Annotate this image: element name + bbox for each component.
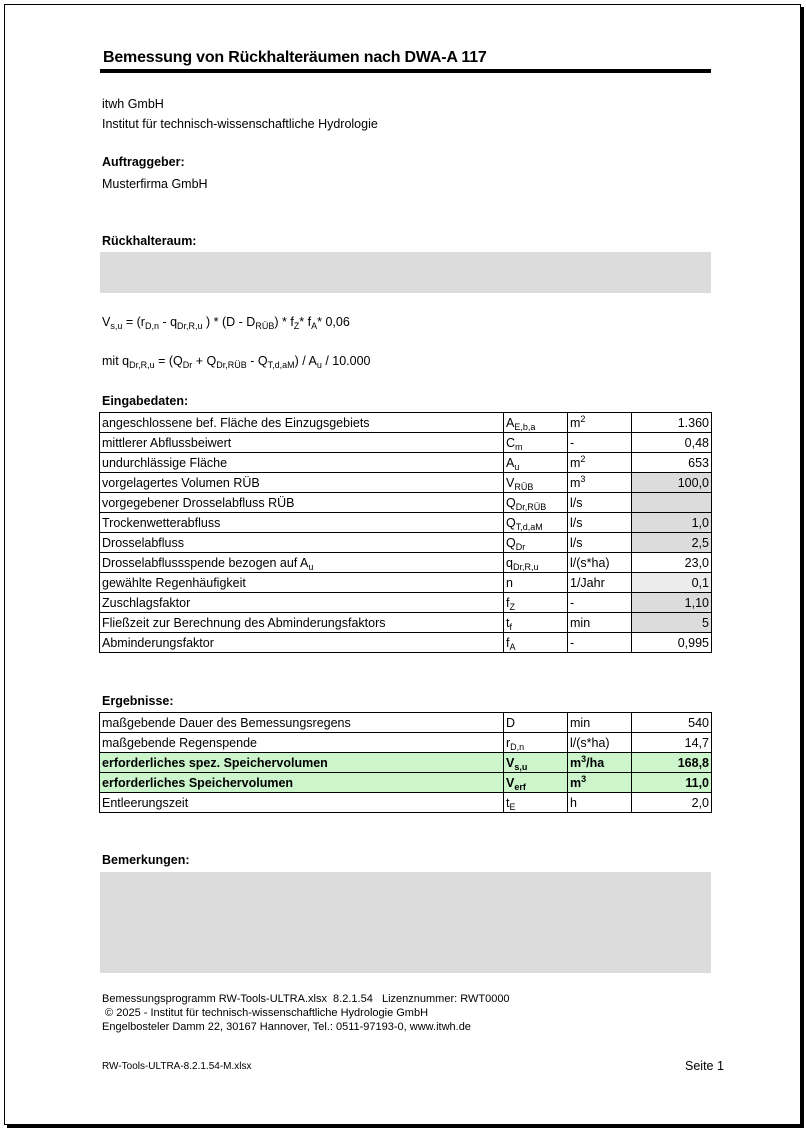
formula-sub: Dr,RÜB: [216, 360, 247, 370]
formula-sub: Dr: [182, 360, 193, 370]
row-description: [100, 433, 504, 453]
row-unit: [568, 593, 632, 613]
symbol-text: A: [506, 415, 515, 430]
formula-text: -: [158, 315, 171, 329]
result-row: [100, 753, 712, 773]
page-title: Bemessung von Rückhalteräumen nach DWA-A 117: [103, 49, 487, 66]
unit-text: l/(s*ha): [570, 555, 610, 570]
formula-text: = (Q: [154, 354, 183, 368]
row-value: 653: [632, 453, 712, 473]
remarks-label: Bemerkungen:: [102, 853, 190, 867]
symbol-text: V: [506, 475, 515, 490]
formula-sub: s,u: [110, 321, 123, 331]
row-description: [100, 773, 504, 793]
inputs-table: [99, 412, 712, 653]
input-row: [100, 633, 712, 653]
symbol-text: n: [506, 575, 513, 590]
row-value[interactable]: 1,0: [632, 513, 712, 533]
row-description: [100, 553, 504, 573]
row-value: 1.360: [632, 413, 712, 433]
symbol-subscript: RÜB: [514, 481, 534, 492]
description-text: Fließzeit zur Berechnung des Abminderungsfaktors: [102, 615, 386, 630]
description-text: Drosselabfluss: [102, 535, 184, 550]
row-description: [100, 733, 504, 753]
row-value: 23,0: [632, 553, 712, 573]
description-text: vorgegebener Drosselabfluss RÜB: [102, 495, 295, 510]
formula-text: ) / A: [294, 354, 317, 368]
symbol-subscript: D,n: [510, 741, 525, 752]
row-unit: [568, 413, 632, 433]
symbol-subscript: erf: [514, 781, 526, 792]
row-unit: [568, 553, 632, 573]
inputs-label: Eingabedaten:: [102, 394, 189, 408]
row-unit: [568, 533, 632, 553]
formula-text: q: [170, 315, 178, 329]
row-value: 540: [632, 713, 712, 733]
unit-text: l/s: [570, 495, 583, 510]
symbol-text: V: [506, 775, 515, 790]
description-text: gewählte Regenhäufigkeit: [102, 575, 246, 590]
page-number: Seite 1: [685, 1059, 724, 1073]
unit-text: m: [570, 755, 582, 770]
company-name: itwh GmbH: [102, 97, 164, 111]
formula-text: - Q: [246, 354, 268, 368]
description-text: Drosselabflussspende bezogen auf A: [102, 555, 309, 570]
unit-text: -: [570, 435, 575, 450]
symbol-text: t: [506, 615, 510, 630]
unit-text: 1/Jahr: [570, 575, 605, 590]
row-symbol: [504, 613, 568, 633]
symbol-text: q: [506, 555, 513, 570]
client-name: Musterfirma GmbH: [102, 177, 208, 191]
row-value: 0,995: [632, 633, 712, 653]
results-label: Ergebnisse:: [102, 694, 174, 708]
input-row: [100, 573, 712, 593]
formula-sub: T,d,aM: [267, 360, 295, 370]
unit-text: l/(s*ha): [570, 735, 610, 750]
row-description: [100, 533, 504, 553]
footer-program-info: Bemessungsprogramm RW-Tools-ULTRA.xlsx 8.2.1.54 Lizenznummer: RWT0000: [102, 993, 510, 1005]
row-value[interactable]: 2,5: [632, 533, 712, 553]
retention-field[interactable]: [100, 252, 711, 293]
formula-text: * 0,06: [317, 315, 350, 329]
formula-text: ) * f: [274, 315, 294, 329]
symbol-text: C: [506, 435, 516, 450]
row-value[interactable]: [632, 493, 712, 513]
unit-superscript: 3: [581, 753, 587, 764]
description-text: erforderliches Speichervolumen: [102, 775, 294, 790]
unit-suffix: /ha: [586, 755, 605, 770]
result-row: [100, 733, 712, 753]
row-unit: [568, 633, 632, 653]
description-text: vorgelagertes Volumen RÜB: [102, 475, 260, 490]
row-symbol: [504, 793, 568, 813]
row-unit: [568, 453, 632, 473]
row-symbol: [504, 513, 568, 533]
unit-text: h: [570, 795, 577, 810]
input-row: [100, 493, 712, 513]
row-description: [100, 573, 504, 593]
row-description: [100, 413, 504, 433]
description-text: maßgebende Regenspende: [102, 735, 257, 750]
footer-filename: RW-Tools-ULTRA-8.2.1.54-M.xlsx: [102, 1061, 252, 1072]
row-description: [100, 613, 504, 633]
row-description: [100, 493, 504, 513]
formula-text: * f: [299, 315, 312, 329]
description-text: mittlerer Abflussbeiwert: [102, 435, 232, 450]
row-symbol: [504, 493, 568, 513]
row-symbol: [504, 533, 568, 553]
row-symbol: [504, 733, 568, 753]
row-symbol: [504, 633, 568, 653]
unit-superscript: 3: [580, 473, 586, 484]
description-text: erforderliches spez. Speichervolumen: [102, 755, 328, 770]
row-unit: [568, 733, 632, 753]
unit-superscript: 3: [581, 773, 587, 784]
row-unit: [568, 493, 632, 513]
row-description: [100, 513, 504, 533]
unit-text: min: [570, 715, 591, 730]
input-row: [100, 413, 712, 433]
symbol-subscript: Z: [509, 601, 515, 612]
symbol-text: f: [506, 635, 510, 650]
row-symbol: [504, 413, 568, 433]
row-symbol: [504, 593, 568, 613]
results-table: [99, 712, 712, 813]
formula-sub: D,n: [144, 321, 159, 331]
row-value[interactable]: 100,0: [632, 473, 712, 493]
unit-text: m: [570, 415, 581, 430]
row-value: 168,8: [632, 753, 712, 773]
unit-text: -: [570, 635, 575, 650]
input-row: [100, 613, 712, 633]
row-symbol: [504, 753, 568, 773]
unit-text: min: [570, 615, 591, 630]
footer-copyright: © 2025 - Institut für technisch-wissenschaftliche Hydrologie GmbH: [102, 1007, 429, 1019]
formula-sub: RÜB: [255, 321, 275, 331]
retention-label: Rückhalteraum:: [102, 234, 197, 248]
description-text: undurchlässige Fläche: [102, 455, 228, 470]
row-symbol: [504, 433, 568, 453]
row-unit: [568, 573, 632, 593]
row-description: [100, 593, 504, 613]
symbol-text: Q: [506, 535, 516, 550]
formula-text: ) * (D - D: [202, 315, 256, 329]
row-description: [100, 793, 504, 813]
input-row: [100, 473, 712, 493]
input-row: [100, 553, 712, 573]
symbol-text: D: [506, 715, 516, 730]
symbol-text: f: [506, 595, 510, 610]
description-text: Abminderungsfaktor: [102, 635, 214, 650]
row-unit: [568, 613, 632, 633]
description-text: Trockenwetterabfluss: [102, 515, 221, 530]
result-row: [100, 713, 712, 733]
formula-sub: Dr,R,u: [129, 360, 155, 370]
row-unit: [568, 713, 632, 733]
unit-text: l/s: [570, 515, 583, 530]
row-description: [100, 453, 504, 473]
symbol-text: Q: [506, 495, 516, 510]
row-value: 2,0: [632, 793, 712, 813]
symbol-subscript: Dr: [515, 541, 526, 552]
row-description: [100, 713, 504, 733]
row-description: [100, 753, 504, 773]
row-unit: [568, 433, 632, 453]
formula-sub: Dr,R,u: [177, 321, 203, 331]
unit-text: m: [570, 775, 582, 790]
formula-storage-volume: [102, 315, 350, 329]
description-text: maßgebende Dauer des Bemessungsregens: [102, 715, 351, 730]
formula-text: V: [102, 315, 111, 329]
row-symbol: [504, 713, 568, 733]
symbol-subscript: m: [515, 441, 523, 452]
description-text: Zuschlagsfaktor: [102, 595, 191, 610]
input-row: [100, 593, 712, 613]
input-row: [100, 453, 712, 473]
row-symbol: [504, 573, 568, 593]
row-value: 14,7: [632, 733, 712, 753]
symbol-subscript: s,u: [514, 761, 528, 772]
unit-text: l/s: [570, 535, 583, 550]
input-row: [100, 533, 712, 553]
formula-text: = (: [122, 315, 141, 329]
row-description: [100, 633, 504, 653]
symbol-subscript: E: [509, 801, 516, 812]
symbol-subscript: Dr,R,u: [512, 561, 539, 572]
row-value[interactable]: 5: [632, 613, 712, 633]
formula-text: + Q: [192, 354, 217, 368]
row-unit: [568, 513, 632, 533]
result-row: [100, 793, 712, 813]
formula-text: / 10.000: [321, 354, 371, 368]
symbol-subscript: Dr,RÜB: [515, 501, 547, 512]
row-value[interactable]: 1,10: [632, 593, 712, 613]
unit-text: -: [570, 595, 575, 610]
formula-text: r: [140, 315, 145, 329]
formula-text: mit q: [102, 354, 130, 368]
symbol-subscript: E,b,a: [514, 421, 536, 432]
unit-text: m: [570, 455, 581, 470]
symbol-subscript: f: [509, 621, 512, 632]
symbol-text: V: [506, 755, 515, 770]
row-value: 0,48: [632, 433, 712, 453]
unit-superscript: 2: [580, 413, 586, 424]
row-symbol: [504, 553, 568, 573]
row-unit: [568, 773, 632, 793]
symbol-text: t: [506, 795, 510, 810]
row-symbol: [504, 473, 568, 493]
row-value[interactable]: 0,1: [632, 573, 712, 593]
symbol-subscript: T,d,aM: [515, 521, 543, 532]
description-text: Entleerungszeit: [102, 795, 189, 810]
symbol-text: A: [506, 455, 515, 470]
row-unit: [568, 473, 632, 493]
symbol-subscript: u: [514, 461, 520, 472]
footer-address: Engelbosteler Damm 22, 30167 Hannover, Tel.: 0511-97193-0, www.itwh.de: [102, 1021, 471, 1033]
formula-sub: A: [311, 321, 318, 331]
description-text: angeschlossene bef. Fläche des Einzugsgebiets: [102, 415, 370, 430]
remarks-field[interactable]: [100, 872, 711, 973]
formula-sub: Z: [293, 321, 300, 331]
input-row: [100, 513, 712, 533]
company-full-name: Institut für technisch-wissenschaftliche Hydrologie: [102, 117, 378, 131]
unit-text: m: [570, 475, 581, 490]
row-value: 11,0: [632, 773, 712, 793]
row-unit: [568, 753, 632, 773]
result-row: [100, 773, 712, 793]
symbol-text: r: [506, 735, 511, 750]
formula-throttle-rate: [102, 354, 371, 368]
formula-sub: u: [316, 360, 322, 370]
symbol-text: Q: [506, 515, 516, 530]
description-subscript: u: [308, 561, 314, 572]
row-symbol: [504, 453, 568, 473]
row-description: [100, 473, 504, 493]
unit-superscript: 2: [580, 453, 586, 464]
title-divider: [100, 69, 711, 73]
row-unit: [568, 793, 632, 813]
input-row: [100, 433, 712, 453]
symbol-subscript: A: [509, 641, 516, 652]
client-label: Auftraggeber:: [102, 155, 185, 169]
row-symbol: [504, 773, 568, 793]
